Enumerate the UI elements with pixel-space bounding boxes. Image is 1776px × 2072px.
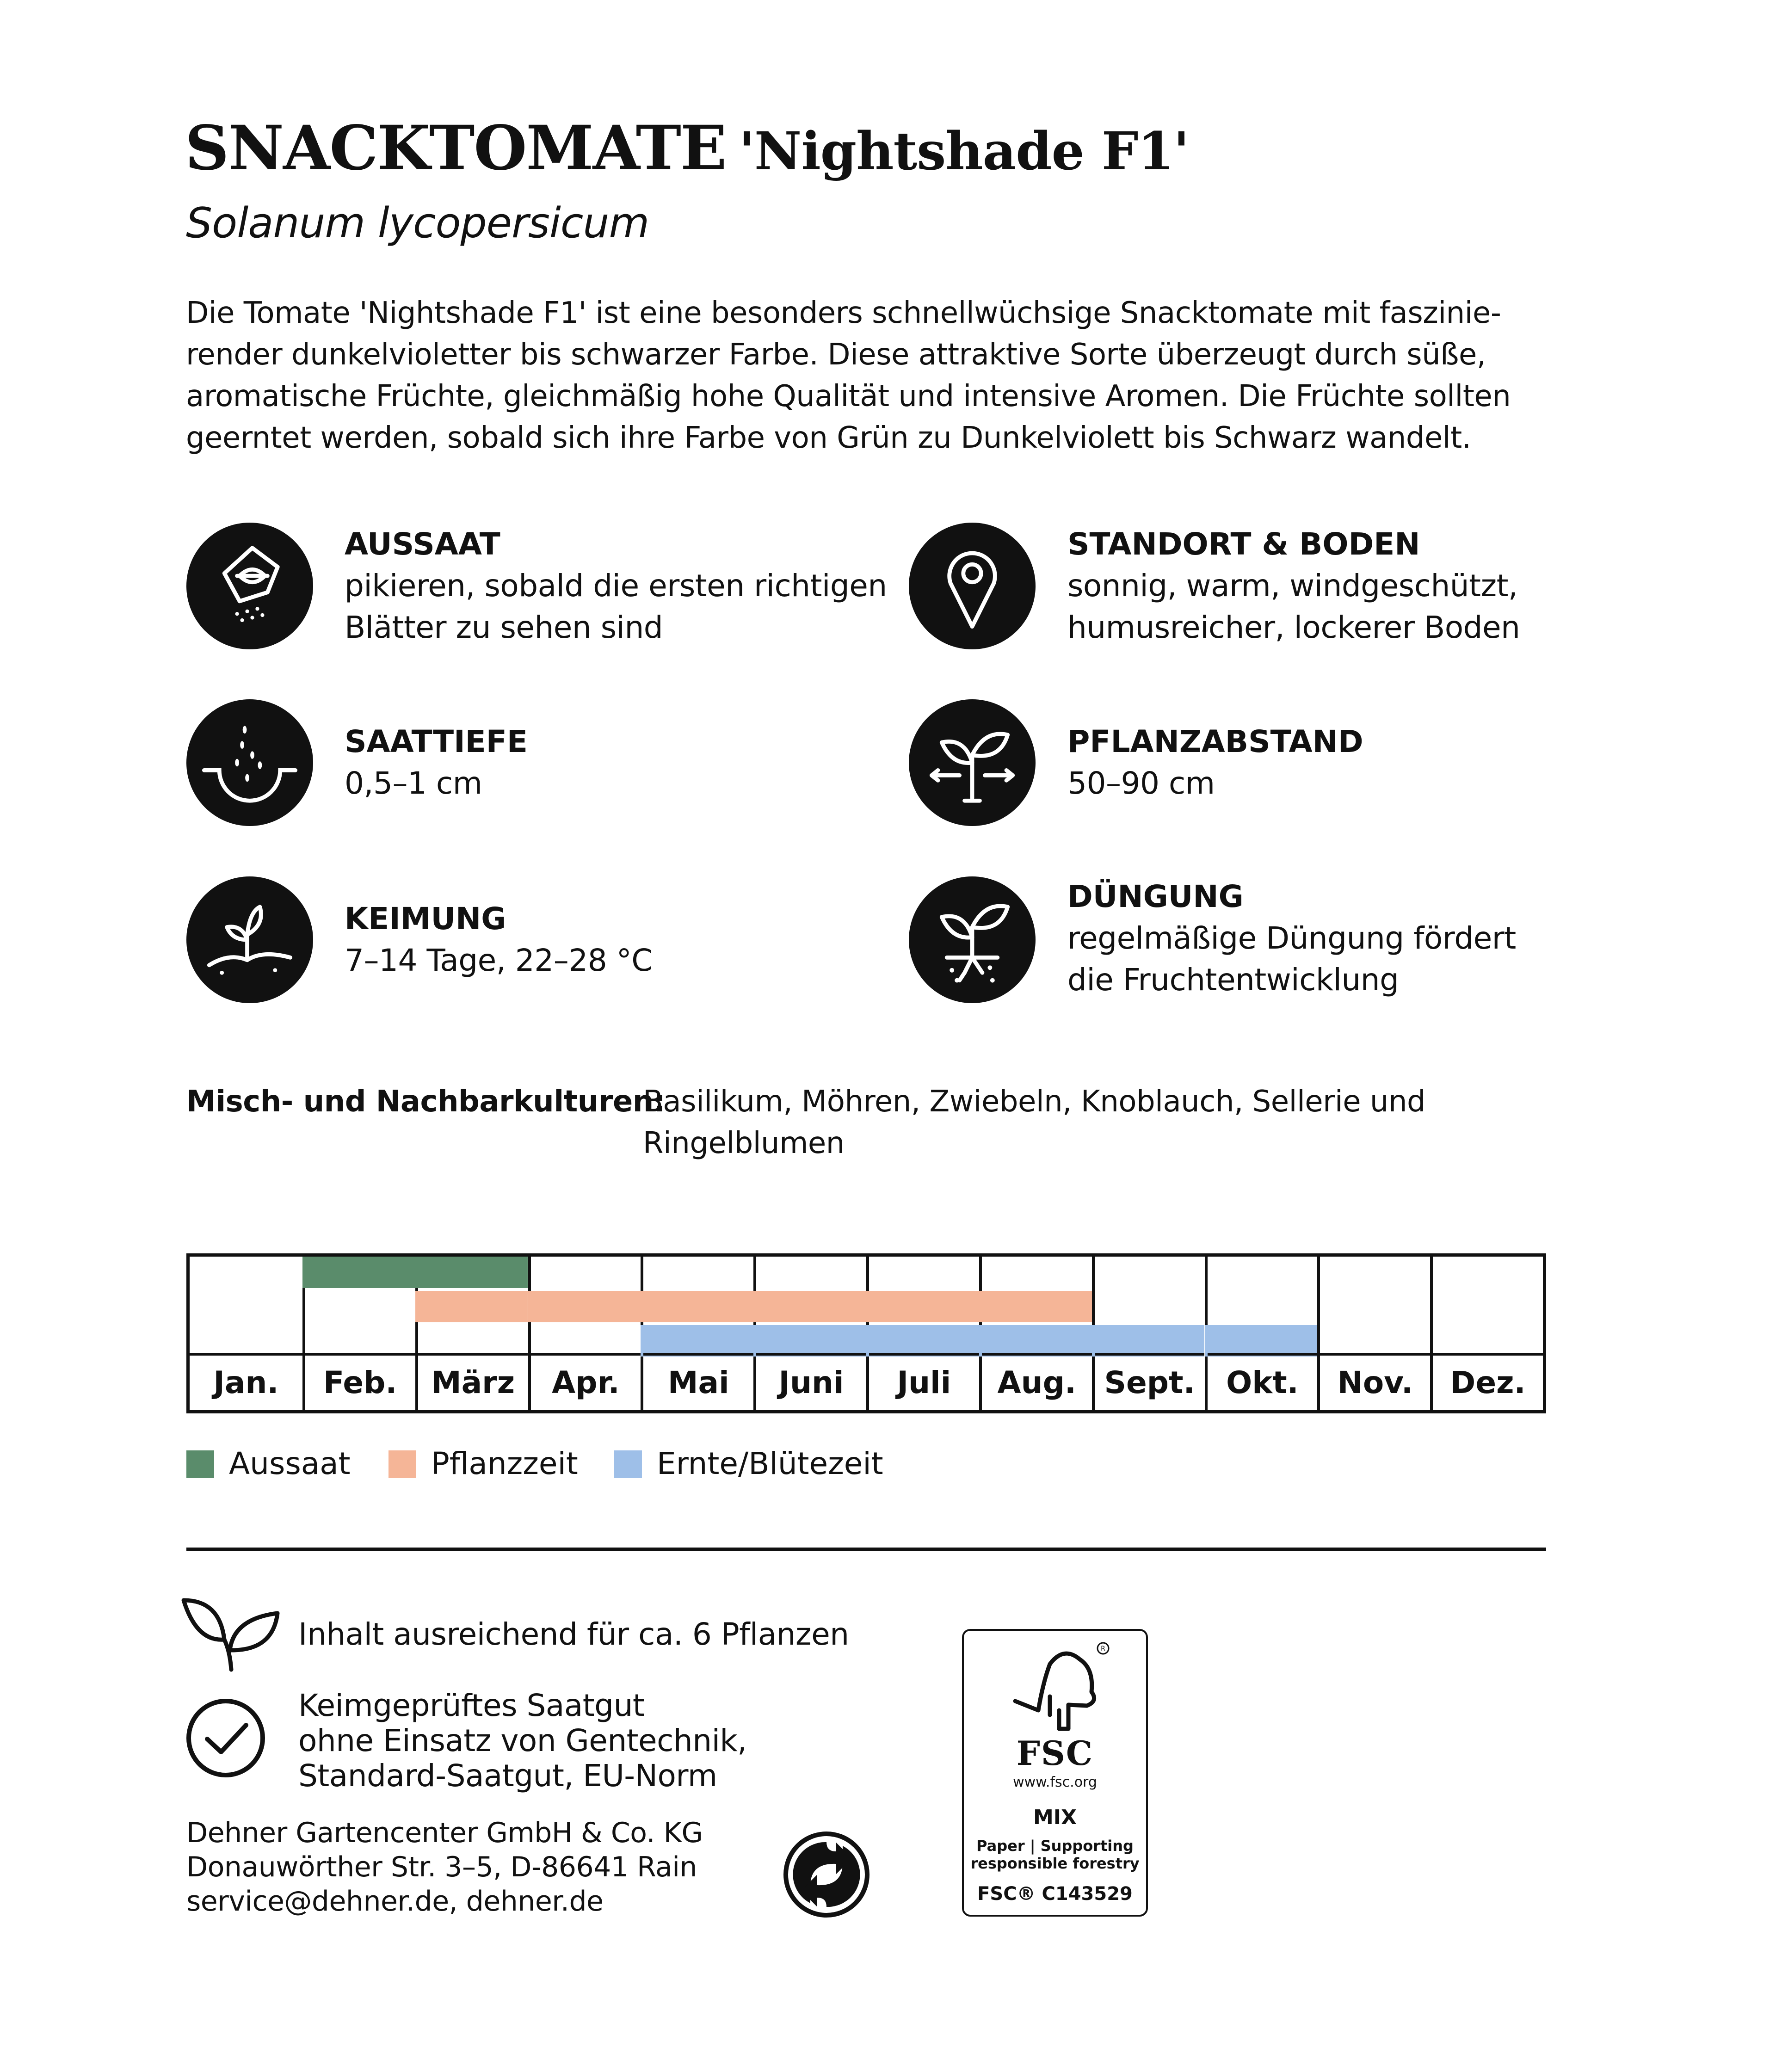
plant-spacing-icon xyxy=(909,699,1036,826)
calendar-month-column xyxy=(1205,1257,1318,1410)
product-name: SNACKTOMATE xyxy=(185,112,726,184)
calendar-bar-ernte xyxy=(753,1325,866,1357)
legend-swatch-aussaat xyxy=(186,1450,214,1478)
calendar-month-label: Juli xyxy=(869,1353,979,1410)
product-title xyxy=(185,112,1189,184)
calendar-month-column xyxy=(979,1257,1092,1410)
fsc-url: www.fsc.org xyxy=(1013,1774,1097,1790)
calendar-month-column xyxy=(1430,1257,1543,1410)
calendar-bar-pflanzzeit xyxy=(528,1291,641,1322)
fsc-word: FSC xyxy=(1016,1733,1094,1773)
fsc-label xyxy=(962,1629,1148,1917)
latin-name: Solanum lycopersicum xyxy=(186,199,649,247)
calendar-month-column xyxy=(415,1257,528,1410)
description-line: aromatische Früchte, gleichmäßig hohe Qualität und intensive Aromen. Die Früchte sollten xyxy=(186,379,1511,413)
calendar-month-label: Nov. xyxy=(1320,1353,1430,1410)
calendar-bar-pflanzzeit xyxy=(866,1291,979,1322)
fsc-tree-icon xyxy=(999,1641,1115,1733)
calendar-month-label: Sept. xyxy=(1095,1353,1205,1410)
sowing-calendar xyxy=(186,1253,1546,1413)
calendar-month-column xyxy=(641,1257,753,1410)
fsc-claim xyxy=(964,1837,1146,1872)
divider xyxy=(186,1548,1546,1551)
calendar-bar-ernte xyxy=(979,1325,1092,1357)
legend-swatch-ernte xyxy=(614,1450,642,1478)
recycling-icon xyxy=(783,1831,870,1918)
calendar-bar-aussaat xyxy=(415,1257,528,1288)
info-title-pflanzabstand: PFLANZABSTAND xyxy=(1067,724,1363,759)
leaves-icon xyxy=(178,1591,284,1674)
calendar-month-label: Mai xyxy=(643,1353,753,1410)
fsc-code: FSC® C143529 xyxy=(977,1883,1133,1905)
calendar-month-column xyxy=(528,1257,641,1410)
info-text-saattiefe: 0,5–1 cm xyxy=(345,765,482,801)
calendar-month-label: Feb. xyxy=(305,1353,415,1410)
seed-packet-icon xyxy=(186,523,313,649)
info-title-keimung: KEIMUNG xyxy=(345,901,506,937)
calendar-month-label: Aug. xyxy=(982,1353,1092,1410)
info-text-keimung: 7–14 Tage, 22–28 °C xyxy=(345,943,653,978)
info-title-standort: STANDORT & BODEN xyxy=(1067,526,1420,562)
info-title-duengung: DÜNGUNG xyxy=(1067,879,1244,914)
calendar-bar-pflanzzeit xyxy=(415,1291,528,1322)
calendar-month-label: Jan. xyxy=(190,1353,302,1410)
svg-text:R: R xyxy=(1101,1645,1105,1653)
address-line: service@dehner.de, dehner.de xyxy=(186,1885,604,1918)
companion-text: Basilikum, Möhren, Zwiebeln, Knoblauch, Sellerie und xyxy=(643,1085,1426,1119)
calendar-month-column xyxy=(1092,1257,1205,1410)
info-text-pflanzabstand: 50–90 cm xyxy=(1067,765,1215,801)
calendar-month-column xyxy=(190,1257,302,1410)
info-text-standort: sonnig, warm, windgeschützt, xyxy=(1067,568,1518,604)
fsc-claim-line: Paper | Supporting xyxy=(976,1837,1134,1855)
info-title-saattiefe: SAATTIEFE xyxy=(345,724,528,759)
fsc-claim-line: responsible forestry xyxy=(970,1855,1140,1872)
legend-label-ernte: Ernte/Blütezeit xyxy=(657,1446,883,1481)
variety-name: 'Nightshade F1' xyxy=(739,121,1189,182)
calendar-month-label: Dez. xyxy=(1433,1353,1543,1410)
companion-label: Misch- und Nachbarkulturen: xyxy=(186,1085,665,1119)
description-line: geerntet werden, sobald sich ihre Farbe von Grün zu Dunkelviolett bis Schwarz wandelt. xyxy=(186,421,1471,455)
calendar-month-column xyxy=(866,1257,979,1410)
companion-text: Ringelblumen xyxy=(643,1126,845,1160)
info-title-aussaat: AUSSAAT xyxy=(345,526,500,562)
calendar-bar-ernte xyxy=(866,1325,979,1357)
content-note: Inhalt ausreichend für ca. 6 Pflanzen xyxy=(298,1616,849,1652)
fsc-mix: MIX xyxy=(1033,1806,1077,1829)
calendar-month-label: März xyxy=(418,1353,528,1410)
calendar-month-column xyxy=(302,1257,415,1410)
location-pin-icon xyxy=(909,523,1036,649)
info-text-duengung: die Fruchtentwicklung xyxy=(1067,962,1399,998)
calendar-month-column xyxy=(1317,1257,1430,1410)
sprout-icon xyxy=(186,876,313,1003)
info-text-standort: humusreicher, lockerer Boden xyxy=(1067,610,1520,645)
quality-line: Keimgeprüftes Saatgut xyxy=(298,1688,645,1723)
calendar-month-label: Juni xyxy=(756,1353,866,1410)
fertilizer-plant-icon xyxy=(909,876,1036,1003)
description-line: render dunkelvioletter bis schwarzer Farbe. Diese attraktive Sorte überzeugt durch süße, xyxy=(186,338,1486,372)
info-text-aussaat: Blätter zu sehen sind xyxy=(345,610,663,645)
info-text-duengung: regelmäßige Düngung fördert xyxy=(1067,920,1516,956)
description-line: Die Tomate 'Nightshade F1' ist eine besonders schnellwüchsige Snacktomate mit faszinie- xyxy=(186,296,1501,330)
calendar-bar-ernte xyxy=(641,1325,753,1357)
quality-line: ohne Einsatz von Gentechnik, xyxy=(298,1723,747,1758)
calendar-month-label: Apr. xyxy=(531,1353,641,1410)
calendar-bar-pflanzzeit xyxy=(753,1291,866,1322)
quality-line: Standard-Saatgut, EU-Norm xyxy=(298,1758,717,1794)
calendar-month-column xyxy=(753,1257,866,1410)
calendar-bar-aussaat xyxy=(302,1257,415,1288)
info-text-aussaat: pikieren, sobald die ersten richtigen xyxy=(345,568,887,604)
calendar-bar-pflanzzeit xyxy=(641,1291,753,1322)
seed-depth-icon xyxy=(186,699,313,826)
legend-label-aussaat: Aussaat xyxy=(229,1446,351,1481)
check-circle-icon xyxy=(184,1696,267,1780)
calendar-bar-ernte xyxy=(1092,1325,1205,1357)
address-line: Dehner Gartencenter GmbH & Co. KG xyxy=(186,1817,703,1849)
legend-swatch-pflanzzeit xyxy=(388,1450,416,1478)
legend-label-pflanzzeit: Pflanzzeit xyxy=(431,1446,578,1481)
calendar-month-label: Okt. xyxy=(1208,1353,1318,1410)
address-line: Donauwörther Str. 3–5, D-86641 Rain xyxy=(186,1851,697,1883)
calendar-bar-pflanzzeit xyxy=(979,1291,1092,1322)
calendar-bar-ernte xyxy=(1205,1325,1318,1357)
